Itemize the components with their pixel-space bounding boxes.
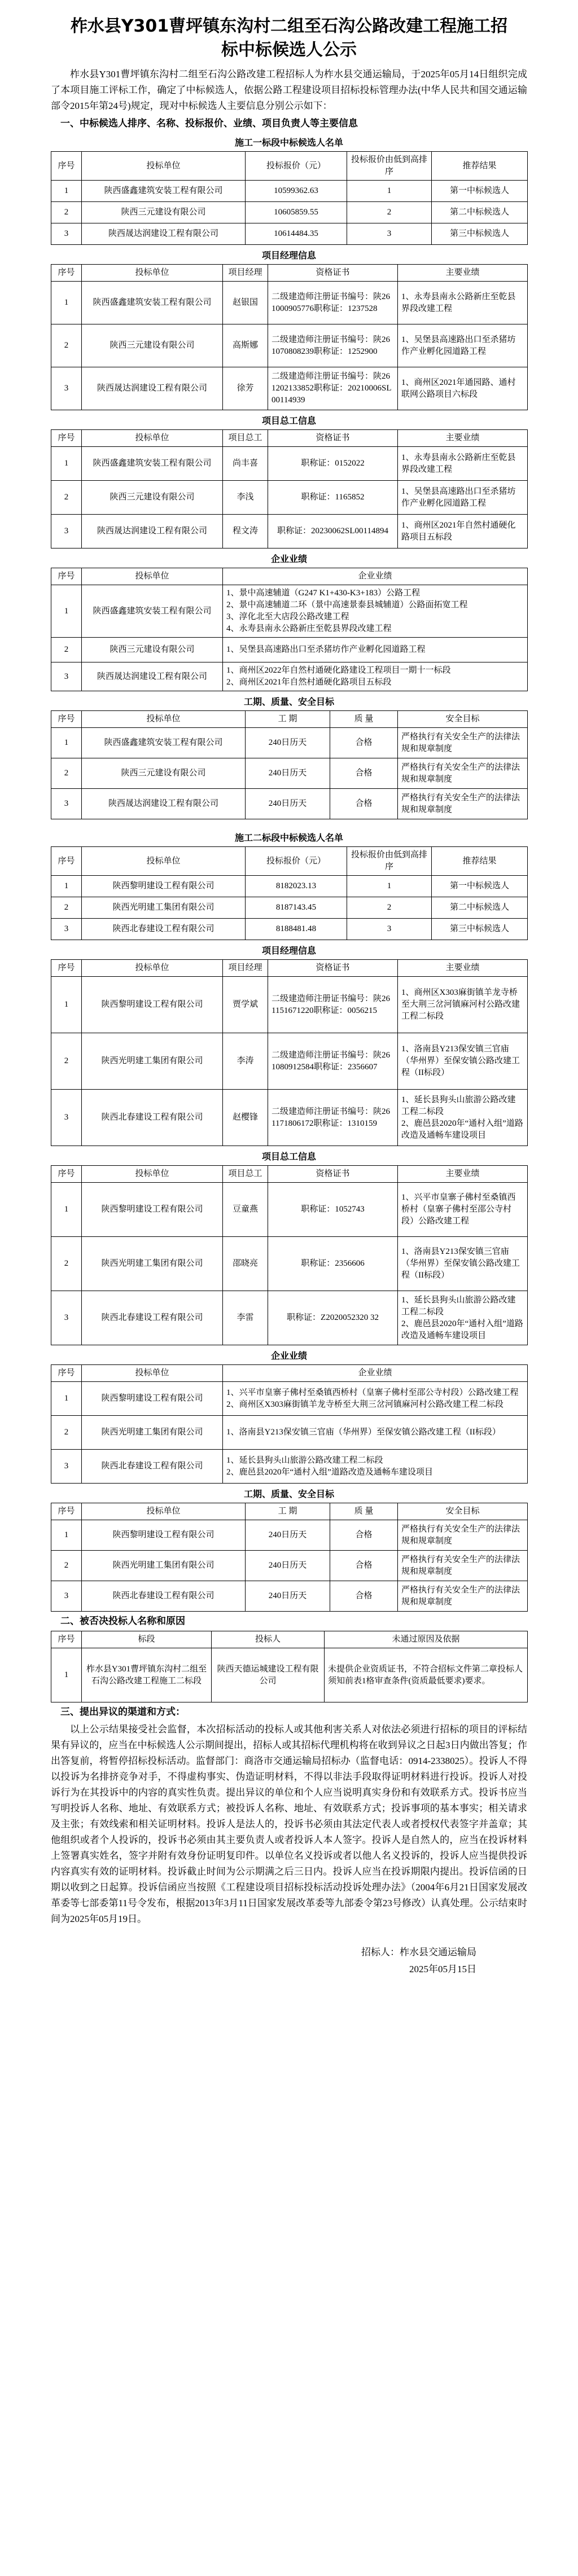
table-cell: 第三中标候选人 — [432, 223, 528, 245]
table-cell: 8182023.13 — [246, 876, 347, 897]
table-cell: 高斯娜 — [223, 324, 268, 367]
table-cell: 陕西黎明建设工程有限公司 — [82, 1382, 223, 1416]
lot2-pm-rows — [51, 977, 528, 1146]
table-row — [51, 481, 528, 515]
table-header-row — [51, 711, 528, 728]
header-price: 投标报价（元） — [246, 847, 347, 876]
table-cell: 第二中标候选人 — [432, 897, 528, 919]
table-cell: 陕西光明建工集团有限公司 — [82, 897, 246, 919]
table-cell: 职称证：0152022 — [268, 447, 398, 481]
header-certificate: 资格证书 — [268, 960, 398, 977]
table-cell: 合格 — [330, 1520, 398, 1551]
header-index: 序号 — [51, 1503, 82, 1520]
page-title: 柞水县Y301曹坪镇东沟村二组至石沟公路改建工程施工招标中标候选人公示 — [70, 16, 508, 60]
table-cell: 陕西黎明建设工程有限公司 — [82, 1520, 246, 1551]
table-cell: 邵晓亮 — [223, 1237, 268, 1291]
table-row — [51, 1090, 528, 1146]
table-cell: 240日历天 — [246, 1520, 330, 1551]
table-cell: 李雷 — [223, 1291, 268, 1345]
table-cell: 3 — [51, 1581, 82, 1612]
header-index: 序号 — [51, 1166, 82, 1183]
lot2-tech-caption: 项目总工信息 — [261, 1151, 316, 1162]
table-cell: 陕西天德运城建设工程有限公司 — [212, 1648, 325, 1702]
table-cell: 陕西三元建设有限公司 — [82, 638, 223, 662]
table-cell: 2 — [51, 758, 82, 789]
table-row — [51, 638, 528, 662]
table-cell: 2 — [51, 481, 82, 515]
header-chief-engineer: 项目总工 — [223, 1166, 268, 1183]
table-cell: 1 — [51, 181, 82, 202]
intro-paragraph: 柞水县Y301曹坪镇东沟村二组至石沟公路改建工程招标人为柞水县交通运输局，于2025年05月14日组织完成了本项目施工评标工作，确定了中标候选人，依据公路工程建设项目招标投标管理办法(中华人民共和国交通运输部令2015年第24号)规定，现对中标候选人主要信息分别公示如下： — [51, 69, 527, 111]
table-cell: 1、吴堡县高速路出口至杀猪坊作产业孵化园道路工程 — [398, 324, 528, 367]
table-cell: 二级建造师注册证书编号：陕261000905776职称证：1237528 — [268, 282, 398, 324]
table-row — [51, 447, 528, 481]
header-certificate: 资格证书 — [268, 430, 398, 447]
table-cell: 未提供企业资质证书，不符合招标文件第二章投标人须知前表1格审查条件(资质最低要求)要求。 — [325, 1648, 528, 1702]
objection-paragraph: 以上公示结果接受社会监督，本次招标活动的投标人或其他利害关系人对依法必须进行招标的项目的评标结果有异议的，应当在中标候选人公示期间提出，招标人或其招标代理机构将在收到异议之日起3日内做出答复；作出答复前，将暂停招标投标活动。监督部门：商洛市交通运输局招标办（监督电话：0914-2338025）。投诉人不得以投诉为名排挤竞争对手，不得虚构事实、伪造证明材料，不得以非法手段取得证明材料进行投诉。投诉人对投诉行为在其投诉中的内容的真实性负责。提出异议的单位和个人应当说明真实身份和有效联系方式。投诉书应当写明投诉人名称、地址、有效联系方式；被投诉人名称、地址、有效联系方式；投诉事项的基本事实；相关请求及主张；有效线索和相关证明材料。投诉人是法人的，投诉书必须由其法定代表人或者授权代表签字并盖章；其他组织或者个人投诉的，投诉书必须由其主要负责人或者投诉人本人签字。投诉人是自然人的，应当在投诉材料上签署真实姓名，签字并附有效身份证明复印件。以单位名义投诉或者以他人名义投诉的，投诉人应当提供投诉内容真实有效的证明材料。投诉截止时间为公示期满之后三日内。投诉人应当在投诉期限内提出。投诉信函的日期以收到之日起算。投诉信函应当按照《工程建设项目招标投标活动投诉处理办法》（2004年6月21日国家发展改革委等七部委第11号令发布，根据2013年3月11日国家发展改革委等九部委令第23号修改）认真处理。公示结束时间为2025年05月19日。 — [51, 1724, 527, 1924]
table-cell: 陕西晟达润建设工程有限公司 — [82, 367, 223, 410]
table-cell: 第一中标候选人 — [432, 181, 528, 202]
table-cell: 陕西北春建设工程有限公司 — [82, 1090, 223, 1146]
table-cell: 1、商州区2021年自然村通硬化路项目五标段 — [398, 515, 528, 548]
header-price: 投标报价（元） — [246, 152, 347, 181]
table-cell: 2 — [51, 324, 82, 367]
table-cell: 陕西黎明建设工程有限公司 — [82, 1183, 223, 1237]
header-index: 序号 — [51, 568, 82, 585]
lot2-perf-table — [51, 1364, 528, 1484]
table-cell: 1 — [51, 977, 82, 1033]
header-bidder: 投标单位 — [82, 711, 246, 728]
lot2-goal-table — [51, 1503, 528, 1612]
table-cell: 1、吴堡县高速路出口至杀猪坊作产业孵化园道路工程 — [398, 481, 528, 515]
table-cell: 陕西晟达润建设工程有限公司 — [82, 662, 223, 691]
header-result: 推荐结果 — [432, 152, 528, 181]
table-cell: 合格 — [330, 728, 398, 758]
table-cell: 1、商州区2022年自然村通硬化路建设工程项目一期十一标段 2、商州区2021年自然村通硬化路项目五标段 — [223, 662, 528, 691]
table-row — [51, 758, 528, 789]
lot1-perf-rows — [51, 585, 528, 691]
table-cell: 赵樱锋 — [223, 1090, 268, 1146]
header-quality: 质 量 — [330, 711, 398, 728]
table-header-row — [51, 430, 528, 447]
table-cell: 陕西晟达润建设工程有限公司 — [82, 789, 246, 819]
header-index: 序号 — [51, 430, 82, 447]
section-2-heading: 二、被否决投标人名称和原因 — [60, 1616, 185, 1627]
table-cell: 二级建造师注册证书编号：陕261171806172职称证：1310159 — [268, 1090, 398, 1146]
table-row — [51, 1382, 528, 1416]
lot2-tech-rows — [51, 1183, 528, 1345]
lot1-tech-rows — [51, 447, 528, 548]
table-header-row — [51, 1631, 528, 1648]
table-cell: 陕西光明建工集团有限公司 — [82, 1033, 223, 1090]
lot1-tech-caption: 项目总工信息 — [261, 415, 316, 426]
header-index: 序号 — [51, 152, 82, 181]
table-row — [51, 585, 528, 638]
table-cell: 陕西三元建设有限公司 — [82, 758, 246, 789]
table-cell: 2 — [51, 1033, 82, 1090]
table-cell: 赵银国 — [223, 282, 268, 324]
table-cell: 陕西盛鑫建筑安装工程有限公司 — [82, 181, 246, 202]
table-cell: 3 — [51, 1090, 82, 1146]
header-result: 推荐结果 — [432, 847, 528, 876]
header-manager: 项目经理 — [223, 960, 268, 977]
table-row — [51, 202, 528, 223]
table-row — [51, 223, 528, 245]
signature-org: 招标人：柞水县交通运输局 — [361, 1947, 476, 1958]
signature-date: 2025年05月15日 — [409, 1964, 476, 1974]
table-cell: 严格执行有关安全生产的法律法规和规章制度 — [398, 789, 528, 819]
lot1-bid-table — [51, 151, 528, 245]
table-cell: 贾学斌 — [223, 977, 268, 1033]
table-cell: 第一中标候选人 — [432, 876, 528, 897]
table-cell: 二级建造师注册证书编号：陕261080912584职称证：2356607 — [268, 1033, 398, 1090]
table-cell: 二级建造师注册证书编号：陕261151671220职称证：0056215 — [268, 977, 398, 1033]
table-cell: 1、景中高速辅道（G247 K1+430-K3+183）公路工程 2、景中高速辅道二环（景中高速景泰县城辅道）公路面拓宽工程 3、淳化北至大店段公路改建工程 4、永寿县南永公路新庄至乾县界段改建工程 — [223, 585, 528, 638]
table-cell: 陕西晟达润建设工程有限公司 — [82, 223, 246, 245]
table-cell: 1、洛南县Y213保安镇三官庙（华州界）至保安镇公路改建工程（II标段） — [398, 1033, 528, 1090]
table-cell: 合格 — [330, 789, 398, 819]
table-row — [51, 1581, 528, 1612]
table-cell: 3 — [51, 223, 82, 245]
table-cell: 2 — [51, 1551, 82, 1581]
table-header-row — [51, 265, 528, 282]
table-cell: 陕西北春建设工程有限公司 — [82, 1291, 223, 1345]
lot2-pm-caption: 项目经理信息 — [261, 945, 316, 956]
section-3-heading: 三、提出异议的渠道和方式： — [60, 1706, 185, 1718]
table-cell: 3 — [347, 223, 432, 245]
table-cell: 1、延长县狗头山旅游公路改建工程二标段 2、鹿邑县2020年“通村入组”道路改造及通畅车建设项目 — [223, 1450, 528, 1484]
table-cell: 陕西光明建工集团有限公司 — [82, 1237, 223, 1291]
table-cell: 陕西黎明建设工程有限公司 — [82, 876, 246, 897]
table-cell: 严格执行有关安全生产的法律法规和规章制度 — [398, 1581, 528, 1612]
table-cell: 陕西盛鑫建筑安装工程有限公司 — [82, 585, 223, 638]
table-cell: 陕西北春建设工程有限公司 — [82, 1581, 246, 1612]
header-bidder: 投标人 — [212, 1631, 325, 1648]
lot1-goal-table — [51, 710, 528, 819]
lot1-tech-table — [51, 429, 528, 548]
header-performance: 主要业绩 — [398, 430, 528, 447]
table-cell: 3 — [51, 1291, 82, 1345]
table-cell: 240日历天 — [246, 1581, 330, 1612]
table-header-row — [51, 1166, 528, 1183]
table-cell: 陕西盛鑫建筑安装工程有限公司 — [82, 447, 223, 481]
table-cell: 1 — [347, 181, 432, 202]
table-cell: 1、吴堡县高速路出口至杀猪坊作产业孵化园道路工程 — [223, 638, 528, 662]
table-row — [51, 1648, 528, 1702]
header-index: 序号 — [51, 1365, 82, 1382]
header-rank: 投标报价由低到高排序 — [347, 152, 432, 181]
table-cell: 陕西三元建设有限公司 — [82, 202, 246, 223]
table-cell: 豆童燕 — [223, 1183, 268, 1237]
lot1-goal-caption: 工期、质量、安全目标 — [243, 696, 334, 707]
table-cell: 职称证：20230062SL00114894 — [268, 515, 398, 548]
header-bidder: 投标单位 — [82, 960, 223, 977]
table-row — [51, 1291, 528, 1345]
lot1-heading: 施工一标段中标候选人名单 — [234, 137, 343, 148]
table-header-row — [51, 1503, 528, 1520]
reject-table — [51, 1631, 528, 1702]
table-cell: 2 — [51, 1237, 82, 1291]
header-lot: 标段 — [82, 1631, 212, 1648]
table-row — [51, 728, 528, 758]
table-row — [51, 515, 528, 548]
table-row — [51, 919, 528, 940]
header-quality: 质 量 — [330, 1503, 398, 1520]
table-cell: 严格执行有关安全生产的法律法规和规章制度 — [398, 1551, 528, 1581]
header-bidder: 投标单位 — [82, 1503, 246, 1520]
table-row — [51, 1033, 528, 1090]
table-row — [51, 1237, 528, 1291]
header-index: 序号 — [51, 960, 82, 977]
table-row — [51, 876, 528, 897]
table-cell: 240日历天 — [246, 789, 330, 819]
lot2-bid-table — [51, 846, 528, 940]
table-row — [51, 789, 528, 819]
header-index: 序号 — [51, 265, 82, 282]
lot1-bid-rows — [51, 181, 528, 245]
table-cell: 陕西北春建设工程有限公司 — [82, 1450, 223, 1484]
header-bidder: 投标单位 — [82, 1166, 223, 1183]
lot2-heading: 施工二标段中标候选人名单 — [234, 832, 343, 843]
lot1-pm-rows — [51, 282, 528, 410]
lot2-pm-table — [51, 959, 528, 1146]
table-cell: 1 — [51, 447, 82, 481]
header-safety: 安全目标 — [398, 711, 528, 728]
header-chief-engineer: 项目总工 — [223, 430, 268, 447]
table-cell: 3 — [51, 367, 82, 410]
lot2-goal-rows — [51, 1520, 528, 1612]
table-cell: 合格 — [330, 758, 398, 789]
table-cell: 8187143.45 — [246, 897, 347, 919]
reject-rows — [51, 1648, 528, 1702]
table-cell: 职称证：2356606 — [268, 1237, 398, 1291]
table-cell: 陕西三元建设有限公司 — [82, 324, 223, 367]
section-1-heading: 一、中标候选人排序、名称、投标报价、业绩、项目负责人等主要信息 — [60, 118, 358, 129]
table-cell: 李涛 — [223, 1033, 268, 1090]
table-cell: 1 — [51, 585, 82, 638]
table-header-row — [51, 568, 528, 585]
table-cell: 3 — [347, 919, 432, 940]
table-cell: 职称证：1165852 — [268, 481, 398, 515]
lot2-tech-table — [51, 1165, 528, 1345]
table-cell: 第二中标候选人 — [432, 202, 528, 223]
table-cell: 3 — [51, 515, 82, 548]
table-cell: 第三中标候选人 — [432, 919, 528, 940]
table-cell: 240日历天 — [246, 758, 330, 789]
lot1-pm-caption: 项目经理信息 — [261, 250, 316, 261]
table-row — [51, 1183, 528, 1237]
header-rank: 投标报价由低到高排序 — [347, 847, 432, 876]
table-cell: 陕西三元建设有限公司 — [82, 481, 223, 515]
table-cell: 陕西盛鑫建筑安装工程有限公司 — [82, 282, 223, 324]
table-row — [51, 282, 528, 324]
table-header-row — [51, 1365, 528, 1382]
table-cell: 1、洛南县Y213保安镇三官庙（华州界）至保安镇公路改建工程（II标段） — [398, 1237, 528, 1291]
table-cell: 合格 — [330, 1581, 398, 1612]
table-cell: 1、永寿县南永公路新庄至乾县界段改建工程 — [398, 282, 528, 324]
header-certificate: 资格证书 — [268, 1166, 398, 1183]
table-cell: 3 — [51, 662, 82, 691]
table-cell: 3 — [51, 789, 82, 819]
table-cell: 合格 — [330, 1551, 398, 1581]
table-cell: 2 — [51, 202, 82, 223]
table-row — [51, 897, 528, 919]
lot2-bid-rows — [51, 876, 528, 940]
table-cell: 2 — [51, 897, 82, 919]
header-performance: 主要业绩 — [398, 1166, 528, 1183]
table-cell: 陕西黎明建设工程有限公司 — [82, 977, 223, 1033]
header-duration: 工 期 — [246, 711, 330, 728]
table-cell: 3 — [51, 919, 82, 940]
table-row — [51, 1520, 528, 1551]
table-cell: 2 — [347, 202, 432, 223]
table-row — [51, 367, 528, 410]
table-cell: 1、商州区2021年通园路、通村联网公路项目六标段 — [398, 367, 528, 410]
lot1-perf-caption: 企业业绩 — [270, 554, 307, 564]
table-cell: 严格执行有关安全生产的法律法规和规章制度 — [398, 728, 528, 758]
header-duration: 工 期 — [246, 1503, 330, 1520]
table-cell: 1 — [51, 876, 82, 897]
table-cell: 10599362.63 — [246, 181, 347, 202]
header-company-performance: 企业业绩 — [223, 568, 528, 585]
header-performance: 主要业绩 — [398, 960, 528, 977]
table-row — [51, 181, 528, 202]
table-cell: 1、延长县狗头山旅游公路改建工程二标段 2、鹿邑县2020年“通村入组”道路改造及通畅车建设项目 — [398, 1291, 528, 1345]
table-cell: 严格执行有关安全生产的法律法规和规章制度 — [398, 1520, 528, 1551]
table-cell: 二级建造师注册证书编号：陕261202133852职称证：20210006SL00114939 — [268, 367, 398, 410]
table-cell: 3 — [51, 1450, 82, 1484]
header-manager: 项目经理 — [223, 265, 268, 282]
table-cell: 陕西光明建工集团有限公司 — [82, 1416, 223, 1450]
table-cell: 1 — [51, 728, 82, 758]
table-cell: 1、商州区X303麻街镇羊龙寺桥至大荆三岔河镇麻河村公路改建工程二标段 — [398, 977, 528, 1033]
header-index: 序号 — [51, 711, 82, 728]
table-row — [51, 324, 528, 367]
header-reason: 未通过原因及依据 — [325, 1631, 528, 1648]
table-cell: 李浅 — [223, 481, 268, 515]
table-row — [51, 1416, 528, 1450]
table-cell: 1 — [51, 1382, 82, 1416]
header-safety: 安全目标 — [398, 1503, 528, 1520]
table-header-row — [51, 960, 528, 977]
header-index: 序号 — [51, 1631, 82, 1648]
lot2-perf-caption: 企业业绩 — [270, 1350, 307, 1361]
lot1-pm-table — [51, 264, 528, 410]
table-cell: 1 — [51, 1648, 82, 1702]
table-cell: 1、洛南县Y213保安镇三官庙（华州界）至保安镇公路改建工程（II标段） — [223, 1416, 528, 1450]
table-row — [51, 1551, 528, 1581]
table-cell: 240日历天 — [246, 728, 330, 758]
table-cell: 职称证：1052743 — [268, 1183, 398, 1237]
table-cell: 1 — [347, 876, 432, 897]
header-bidder: 投标单位 — [82, 152, 246, 181]
header-performance: 主要业绩 — [398, 265, 528, 282]
table-cell: 陕西北春建设工程有限公司 — [82, 919, 246, 940]
table-row — [51, 1450, 528, 1484]
table-cell: 10614484.35 — [246, 223, 347, 245]
table-header-row — [51, 847, 528, 876]
table-cell: 严格执行有关安全生产的法律法规和规章制度 — [398, 758, 528, 789]
header-bidder: 投标单位 — [82, 265, 223, 282]
table-cell: 2 — [51, 1416, 82, 1450]
table-cell: 2 — [51, 638, 82, 662]
table-cell: 职称证：Z2020052320 32 — [268, 1291, 398, 1345]
header-certificate: 资格证书 — [268, 265, 398, 282]
table-row — [51, 662, 528, 691]
table-cell: 1、延长县狗头山旅游公路改建工程二标段 2、鹿邑县2020年“通村入组”道路改造及通畅车建设项目 — [398, 1090, 528, 1146]
table-row — [51, 977, 528, 1033]
header-bidder: 投标单位 — [82, 1365, 223, 1382]
table-cell: 柞水县Y301曹坪镇东沟村二组至石沟公路改建工程施工二标段 — [82, 1648, 212, 1702]
table-cell: 陕西晟达润建设工程有限公司 — [82, 515, 223, 548]
table-cell: 二级建造师注册证书编号：陕261070808239职称证：1252900 — [268, 324, 398, 367]
table-cell: 陕西盛鑫建筑安装工程有限公司 — [82, 728, 246, 758]
table-cell: 1、兴平市皇寨子佛村至桑镇西桥村（皇寨子佛村至邵公寺村段）公路改建工程 2、商州区X303麻街镇羊龙寺桥至大荆三岔河镇麻河村公路改建工程二标段 — [223, 1382, 528, 1416]
header-company-performance: 企业业绩 — [223, 1365, 528, 1382]
header-bidder: 投标单位 — [82, 847, 246, 876]
header-index: 序号 — [51, 847, 82, 876]
table-cell: 8188481.48 — [246, 919, 347, 940]
header-bidder: 投标单位 — [82, 430, 223, 447]
table-cell: 2 — [347, 897, 432, 919]
lot2-perf-rows — [51, 1382, 528, 1484]
table-cell: 240日历天 — [246, 1551, 330, 1581]
lot2-goal-caption: 工期、质量、安全目标 — [243, 1489, 334, 1499]
table-cell: 1 — [51, 1520, 82, 1551]
table-cell: 程文涛 — [223, 515, 268, 548]
header-bidder: 投标单位 — [82, 568, 223, 585]
lot1-perf-table — [51, 568, 528, 691]
lot1-goal-rows — [51, 728, 528, 819]
table-cell: 1 — [51, 1183, 82, 1237]
table-cell: 陕西光明建工集团有限公司 — [82, 1551, 246, 1581]
table-cell: 10605859.55 — [246, 202, 347, 223]
table-cell: 尚丰喜 — [223, 447, 268, 481]
table-header-row — [51, 152, 528, 181]
table-cell: 1、永寿县南永公路新庄至乾县界段改建工程 — [398, 447, 528, 481]
table-cell: 1、兴平市皇寨子佛村至桑镇西桥村（皇寨子佛村至邵公寺村段）公路改建工程 — [398, 1183, 528, 1237]
table-cell: 1 — [51, 282, 82, 324]
table-cell: 徐芳 — [223, 367, 268, 410]
